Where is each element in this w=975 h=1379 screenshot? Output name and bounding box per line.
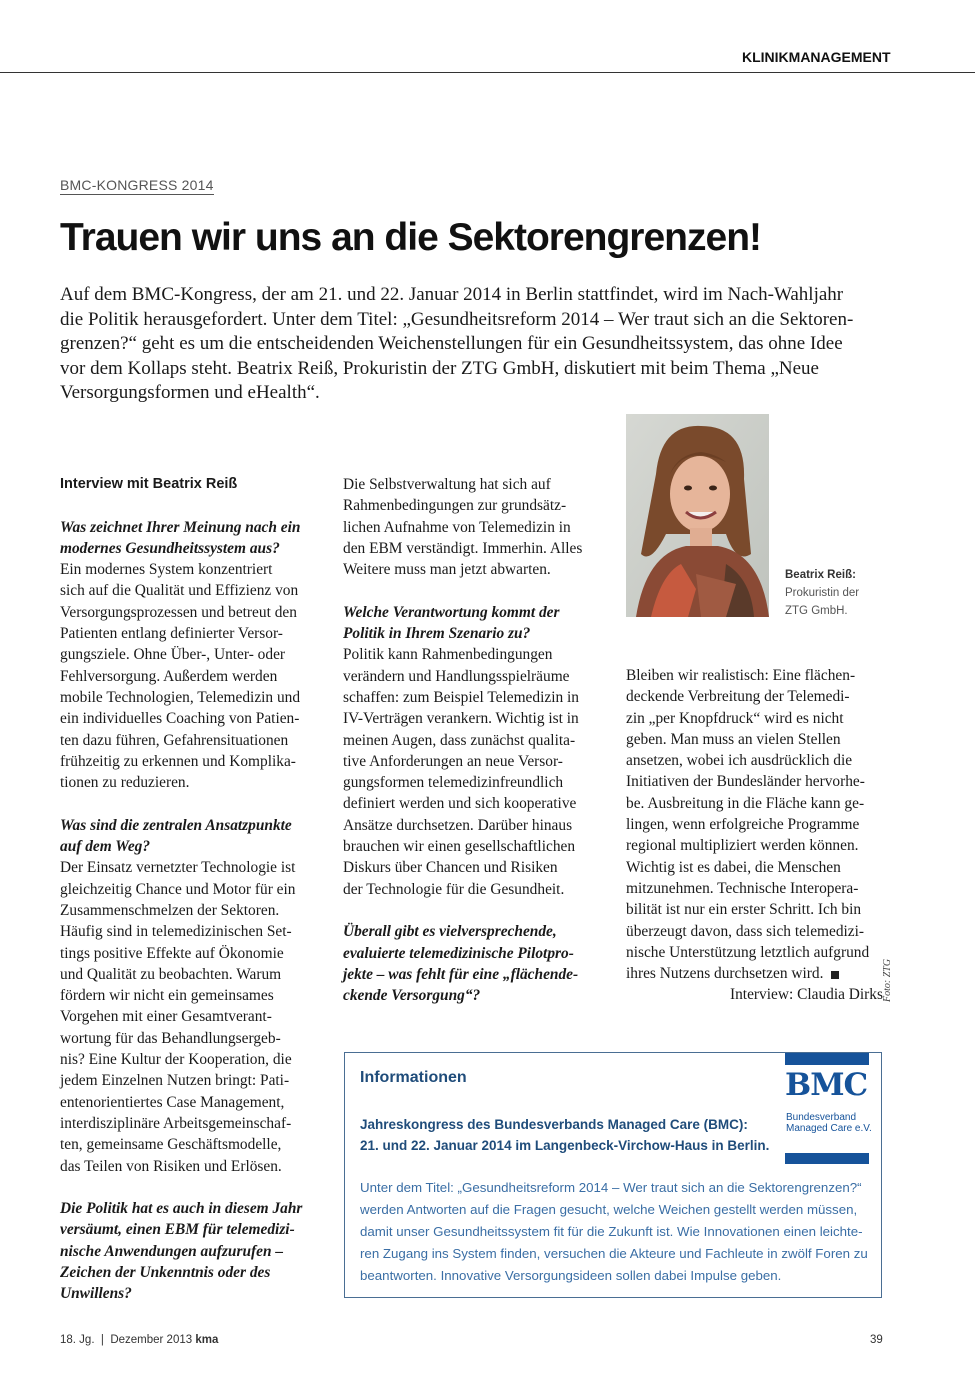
question-4 [343, 602, 600, 645]
text-line: geben. Man muss an vielen Stellen [626, 730, 841, 748]
info-subtitle-line: 21. und 22. Januar 2014 im Langenbeck-Virchow-Haus in Berlin. [360, 1138, 770, 1153]
text-line: gungsformen telemedizinfreundlich [343, 774, 564, 792]
text-line: ckende Versorgung“? [343, 987, 481, 1005]
text-line: tings positive Effekte auf Ökonomie [60, 944, 284, 962]
text-line: den EBM verständigt. Immerhin. Alles [343, 539, 583, 557]
lead-line: Auf dem BMC-Kongress, der am 21. und 22. Januar 2014 in Berlin stattfindet, wird im Nach-Wahljahr [60, 284, 844, 305]
caption-role: ZTG GmbH. [785, 605, 848, 617]
footer-volume: 18. Jg. [60, 1334, 95, 1346]
info-box-subtitle [360, 1114, 780, 1156]
text-line: Rahmenbedingungen zur grundsätz- [343, 497, 567, 515]
logo-name [786, 1112, 872, 1134]
header-divider [0, 72, 975, 73]
text-line: Überall gibt es vielversprechende, [343, 923, 557, 941]
info-box [344, 1052, 882, 1298]
caption-name: Beatrix Reiß: [785, 569, 856, 581]
text-line: fördern wir nicht ein gemeinsames [60, 987, 274, 1005]
text-line: Welche Verantwortung kommt der [343, 603, 560, 621]
text-line: tionen zu reduzieren. [60, 774, 190, 792]
text-line: IV-Verträgen verankern. Wichtig ist in [343, 710, 579, 728]
text-line: Was zeichnet Ihrer Meinung nach ein [60, 518, 301, 536]
info-body-line: Unter dem Titel: „Gesundheitsreform 2014 – Wer traut sich an die Sektorengrenzen?“ [360, 1180, 862, 1195]
text-line: überzeugt davon, dass sich telemedizi- [626, 922, 865, 940]
text-line: ihres Nutzens durchsetzen wird. [626, 963, 883, 984]
answer-4 [343, 644, 600, 900]
question-5 [343, 921, 600, 1006]
text-line: Zusammenschmelzen der Sektoren. [60, 901, 280, 919]
text-line: regional multipliziert werden können. [626, 837, 859, 855]
text-line: Was sind die zentralen Ansatzpunkte [60, 816, 292, 834]
text-line: jedem Einzelnen Nutzen bringt: Pati- [60, 1072, 290, 1090]
article-lead [60, 283, 890, 406]
logo-letters: BMC [785, 1067, 868, 1103]
text-line: Politik in Ihrem Szenario zu? [343, 625, 531, 643]
text-line: nische Anwendungen aufzurufen – [60, 1242, 284, 1260]
logo-bottom-bar [785, 1153, 869, 1164]
text-line: definiert werden und sich kooperative [343, 795, 577, 813]
text-line: Versorgungsprozessen und betreut den [60, 603, 297, 621]
question-3 [60, 1198, 317, 1304]
answer-3 [343, 474, 600, 580]
text-line: und Qualität zu beobachten. Warum [60, 965, 282, 983]
lead-line: vor dem Kollaps steht. Beatrix Reiß, Prokuristin der ZTG GmbH, diskutiert mit beim Thema „Neue [60, 357, 819, 379]
end-mark-icon [831, 971, 839, 979]
text-line: Fehlversorgung. Außerdem werden [60, 667, 278, 685]
text-line: Vorgehen mit einer Gesamtverant- [60, 1008, 272, 1026]
text-line: evaluierte telemedizinische Pilotpro- [343, 944, 574, 962]
text-line: schaffen: zum Beispiel Telemedizin in [343, 688, 579, 706]
answer-5 [626, 665, 883, 984]
text-line: wortung für das Behandlungsergeb- [60, 1029, 281, 1047]
article-kicker: BMC-KONGRESS 2014 [60, 177, 214, 193]
text-line: tive Anforderungen an neue Versor- [343, 752, 563, 770]
text-line: auf dem Weg? [60, 838, 151, 856]
section-header: KLINIKMANAGEMENT [742, 49, 891, 65]
text-line: modernes Gesundheitssystem aus? [60, 539, 280, 557]
text-line: lingen, wenn erfolgreiche Programme [626, 816, 860, 834]
text-line: Diskurs über Chancen und Risiken [343, 859, 558, 877]
text-line: Die Selbstverwaltung hat sich auf [343, 476, 551, 493]
answer-2 [60, 857, 317, 1176]
text-line: sich auf die Qualität und Effizienz von [60, 582, 299, 600]
info-body-line: ren Zugang ins System finden, versuchen die Akteure und Fachleute in zwölf Foren zu [360, 1246, 868, 1261]
info-body-line: beantworten. Innovative Versorgungsideen sollen dabei Impulse geben. [360, 1268, 782, 1283]
info-box-title: Informationen [360, 1069, 467, 1086]
photo-credit: Foto: ZTG [882, 958, 893, 1002]
text-line: Zeichen der Unkenntnis oder des [60, 1263, 271, 1281]
text-line: Häufig sind in telemedizinischen Set- [60, 923, 292, 941]
text-line: Die Politik hat es auch in diesem Jahr [60, 1200, 303, 1218]
byline: Interview: Claudia Dirks [729, 986, 883, 1004]
text-line: der Technologie für die Gesundheit. [343, 880, 565, 898]
info-subtitle-line: Jahreskongress des Bundesverbands Managed Care (BMC): [360, 1117, 748, 1132]
text-line: meinen Augen, dass zunächst qualita- [343, 731, 576, 749]
text-line: versäumt, einen EBM für telemedizi- [60, 1221, 295, 1239]
text-line: nische Unterstützung letztlich aufgrund [626, 943, 870, 961]
text-line: gungsziele. Ohne Über-, Unter- oder [60, 646, 286, 664]
text-line: Patienten entlang definierter Versor- [60, 625, 283, 643]
logo-top-bar [785, 1053, 869, 1065]
info-body-line: damit unser Gesundheitssystem fit für die Zukunft ist. Wie Innovationen einen leichte- [360, 1224, 863, 1239]
text-line: Politik kann Rahmenbedingungen [343, 646, 553, 664]
bmc-logo [785, 1053, 872, 1167]
text-line: Wichtig ist es dabei, die Menschen [626, 858, 841, 876]
footer-info [60, 1334, 218, 1346]
question-2 [60, 815, 317, 858]
text-line: gleichzeitig Chance und Motor für ein [60, 880, 296, 898]
text-line: Initiativen der Bundesländer hervorhe- [626, 773, 865, 791]
text-line: frühzeitig zu erkennen und Komplika- [60, 752, 296, 770]
portrait-image [626, 414, 769, 617]
text-line: be. Ausbreitung in die Fläche kann ge- [626, 794, 865, 812]
text-line: ansetzen, wobei ich ausdrücklich die [626, 752, 853, 770]
text-line: Bleiben wir realistisch: Eine flächen- [626, 667, 856, 684]
text-line: lichen Aufnahme von Telemedizin in [343, 518, 571, 536]
text-line: Weitere muss man jetzt abwarten. [343, 561, 551, 579]
text-line: jekte – was fehlt für eine „flächende- [343, 965, 579, 983]
page-number: 39 [870, 1334, 883, 1346]
text-line: Ein modernes System konzentriert [60, 561, 273, 579]
interview-heading: Interview mit Beatrix Reiß [60, 476, 238, 492]
text-line: das Teilen von Risiken und Erlösen. [60, 1157, 282, 1175]
text-line: nis? Eine Kultur der Kooperation, die [60, 1051, 292, 1069]
lead-line: die Politik herausgefordert. Unter dem Titel: „Gesundheitsreform 2014 – Wer traut sich an die Sektoren- [60, 308, 854, 330]
text-line: verändern und Handlungsspielräume [343, 667, 570, 685]
info-body-line: werden Antworten auf die Fragen gesucht, welche Weichen gestellt werden müssen, [360, 1202, 858, 1217]
question-1 [60, 517, 317, 560]
text-line: deckende Verbreitung der Telemedi- [626, 688, 850, 706]
lead-line: grenzen?“ geht es um die entscheidenden Weichenstellungen für ein Gesundheitssystem, das ohne Idee [60, 333, 843, 354]
info-box-body [360, 1177, 872, 1287]
text-line: zin „per Knopfdruck“ wird es nicht [626, 709, 844, 727]
text-line: interdisziplinäre Arbeitsgemeinschaf- [60, 1114, 292, 1132]
text-column-3 [626, 665, 883, 1006]
footer-separator: | [100, 1334, 104, 1346]
footer-magazine: kma [195, 1334, 219, 1346]
text-line: brauchen wir einen gesellschaftlichen [343, 838, 576, 856]
photo-caption [785, 566, 859, 620]
text-column-2 [343, 474, 600, 1006]
text-line: ten dazu führen, Gefahrensituationen [60, 731, 289, 749]
portrait-photo [626, 414, 769, 617]
text-line: Unwillens? [60, 1285, 132, 1303]
text-column-1 [60, 474, 317, 1305]
text-line: ten, gemeinsame Geschäftsmodelle, [60, 1136, 282, 1154]
text-line: ein individuelles Coaching von Patien- [60, 710, 300, 728]
footer-issue: Dezember 2013 [110, 1334, 193, 1346]
text-line: mitzunehmen. Technische Interopera- [626, 879, 859, 897]
logo-name-line: Bundesverband [786, 1112, 857, 1123]
text-line: mobile Technologien, Telemedizin und [60, 688, 301, 706]
text-line: Der Einsatz vernetzter Technologie ist [60, 859, 296, 877]
text-line: entenorientiertes Case Management, [60, 1093, 285, 1111]
article-title: Trauen wir uns an die Sektorengrenzen! [60, 216, 762, 259]
logo-name-line: Managed Care e.V. [786, 1123, 872, 1134]
caption-role: Prokuristin der [785, 587, 860, 599]
lead-line: Versorgungsformen und eHealth“. [60, 382, 320, 403]
text-line: bilität ist nur ein erster Schritt. Ich bin [626, 901, 862, 919]
answer-1 [60, 559, 317, 793]
text-line: Ansätze durchsetzen. Darüber hinaus [343, 816, 573, 834]
